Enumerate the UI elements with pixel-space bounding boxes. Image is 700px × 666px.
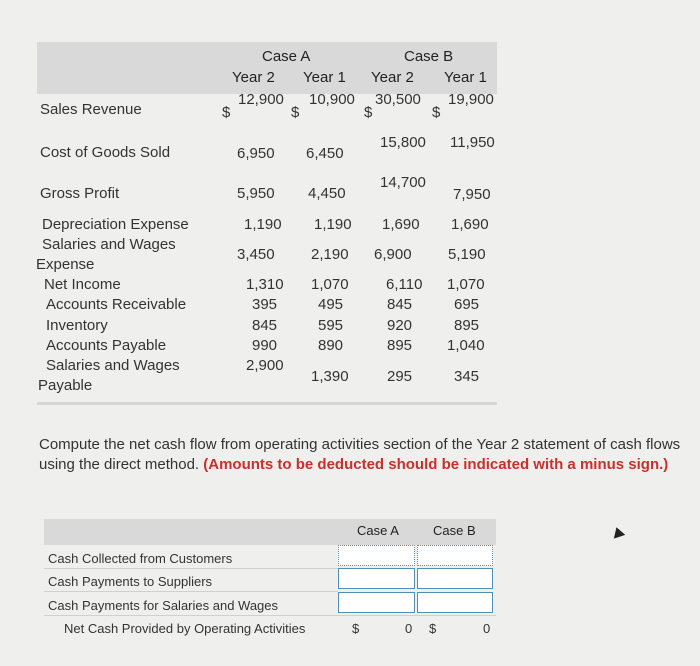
row-label-depreciation: Depreciation Expense [42, 216, 189, 233]
value-sales-b1: 19,900 [448, 91, 494, 108]
row-divider [44, 568, 338, 569]
input-payments-salaries-case-b[interactable] [417, 592, 493, 613]
value-sales-a2: 12,900 [238, 91, 284, 108]
year-header-b1: Year 1 [444, 69, 487, 86]
total-case-a-dollar: $ [352, 621, 360, 636]
input-payments-salaries-case-a[interactable] [338, 592, 415, 613]
value-swp-a1: 1,390 [311, 368, 349, 385]
dollar-sign: $ [222, 104, 231, 121]
row-net-cash-operating: Net Cash Provided by Operating Activities [64, 621, 306, 636]
answer-table [44, 519, 496, 637]
value-dep-a1: 1,190 [314, 216, 352, 233]
value-gross-a1: 4,450 [308, 185, 346, 202]
year-header-a1: Year 1 [303, 69, 346, 86]
row-label-salaries-expense-line2: Expense [36, 256, 95, 273]
value-ar-a2: 395 [252, 296, 278, 313]
instruction-text [39, 435, 694, 475]
input-payments-suppliers-case-b[interactable] [417, 568, 493, 589]
value-sales-b2: 30,500 [375, 91, 421, 108]
value-ni-a1: 1,070 [311, 276, 349, 293]
mouse-cursor-icon [611, 525, 626, 538]
row-label-net-income: Net Income [44, 276, 121, 293]
total-case-b-value: 0 [483, 621, 491, 636]
row-label-accounts-payable: Accounts Payable [46, 337, 167, 354]
value-swp-b1: 345 [454, 368, 480, 385]
value-dep-a2: 1,190 [244, 216, 282, 233]
dollar-sign: $ [432, 104, 441, 121]
row-divider [44, 591, 338, 592]
value-sal-a1: 2,190 [311, 246, 349, 263]
row-label-accounts-receivable: Accounts Receivable [46, 296, 187, 313]
value-dep-b2: 1,690 [382, 216, 420, 233]
value-swp-b2: 295 [387, 368, 413, 385]
value-swp-a2: 2,900 [246, 357, 284, 374]
case-a-header: Case A [262, 48, 311, 65]
answer-col-case-b: Case B [433, 523, 476, 538]
value-sal-b2: 6,900 [374, 246, 412, 263]
value-inv-a2: 845 [252, 317, 278, 334]
value-gross-b1: 7,950 [453, 186, 491, 203]
row-label-sales-revenue: Sales Revenue [40, 101, 142, 118]
value-gross-a2: 5,950 [237, 185, 275, 202]
row-cash-collected: Cash Collected from Customers [48, 551, 233, 566]
total-case-b-dollar: $ [429, 621, 437, 636]
answer-col-case-a: Case A [357, 523, 399, 538]
value-ni-a2: 1,310 [246, 276, 284, 293]
value-cogs-b2: 15,800 [380, 134, 426, 151]
row-payments-suppliers: Cash Payments to Suppliers [48, 574, 213, 589]
row-label-salaries-expense: Salaries and Wages [42, 236, 176, 253]
value-ap-a2: 990 [252, 337, 278, 354]
row-divider [44, 615, 496, 616]
value-sales-a1: 10,900 [309, 91, 355, 108]
row-label-salaries-payable-line2: Payable [38, 377, 93, 394]
dollar-sign: $ [291, 104, 300, 121]
value-ni-b1: 1,070 [447, 276, 485, 293]
value-sal-b1: 5,190 [448, 246, 486, 263]
answer-table-header [44, 519, 496, 545]
value-ap-b1: 1,040 [447, 337, 485, 354]
value-inv-b2: 920 [387, 317, 413, 334]
value-ar-a1: 495 [318, 296, 344, 313]
row-label-cogs: Cost of Goods Sold [40, 144, 171, 161]
total-case-a-value: 0 [405, 621, 413, 636]
year-header-a2: Year 2 [232, 69, 275, 86]
value-cogs-a1: 6,450 [306, 145, 344, 162]
value-ap-a1: 890 [318, 337, 344, 354]
section-divider [37, 402, 497, 405]
value-inv-a1: 595 [318, 317, 344, 334]
value-ar-b2: 845 [387, 296, 413, 313]
row-label-inventory: Inventory [46, 317, 108, 334]
row-label-gross-profit: Gross Profit [40, 185, 120, 202]
case-b-header: Case B [404, 48, 454, 65]
value-cogs-a2: 6,950 [237, 145, 275, 162]
value-ap-b2: 895 [387, 337, 413, 354]
value-gross-b2: 14,700 [380, 174, 426, 191]
input-cash-collected-case-a[interactable] [338, 545, 415, 566]
row-payments-salaries: Cash Payments for Salaries and Wages [48, 598, 279, 613]
input-cash-collected-case-b[interactable] [417, 545, 493, 566]
value-cogs-b1: 11,950 [450, 134, 495, 151]
dollar-sign: $ [364, 104, 373, 121]
value-sal-a2: 3,450 [237, 246, 275, 263]
instruction-emphasis: (Amounts to be deducted should be indicated with a minus sign.) [203, 456, 669, 473]
value-ar-b1: 695 [454, 296, 480, 313]
input-payments-suppliers-case-a[interactable] [338, 568, 415, 589]
value-inv-b1: 895 [454, 317, 480, 334]
year-header-b2: Year 2 [371, 69, 414, 86]
value-dep-b1: 1,690 [451, 216, 489, 233]
value-ni-b2: 6,110 [386, 276, 423, 293]
row-label-salaries-payable: Salaries and Wages [46, 357, 180, 374]
instruction-main: Compute the net cash flow from operating activities section of the Year 2 statement of cash flows using the direct method. [39, 436, 681, 473]
